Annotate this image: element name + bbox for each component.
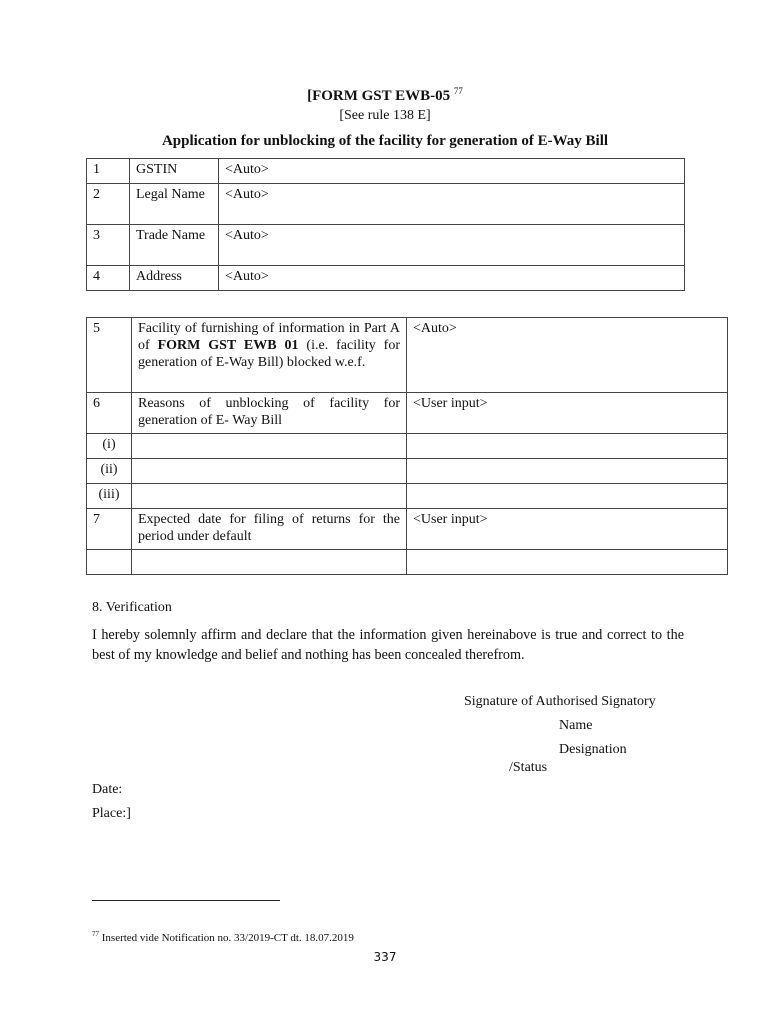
row-label: GSTIN xyxy=(130,159,219,184)
row-number: 6 xyxy=(87,393,132,434)
designation-label: Designation xyxy=(559,742,627,757)
table-row xyxy=(87,184,685,225)
row-number: 3 xyxy=(87,225,130,266)
reasons-field[interactable]: <User input> xyxy=(407,393,728,434)
declaration-text: I hereby solemnly affirm and declare that the information given hereinabove is true and correct to the best of my knowledge and belief and nothing has been concealed therefrom. xyxy=(92,627,684,663)
status-label: /Status xyxy=(509,760,548,775)
row-description: Facility of furnishing of information in Part A of FORM GST EWB 01 (i.e. facility for generation of E-Way Bill) blocked w.e.f. xyxy=(132,318,407,393)
row-number: 7 xyxy=(87,509,132,550)
table-row xyxy=(87,159,685,184)
reason-value-cell[interactable] xyxy=(407,434,728,459)
table-row xyxy=(87,459,728,484)
signature-label: Signature of Authorised Signatory xyxy=(464,694,656,709)
sub-row-number: (iii) xyxy=(87,484,132,509)
verification-heading: 8. Verification xyxy=(92,600,172,615)
table-row xyxy=(87,484,728,509)
row-number: 1 xyxy=(87,159,130,184)
row-description: Reasons of unblocking of facility for generation of E- Way Bill xyxy=(132,393,407,434)
date-label: Date: xyxy=(92,782,123,797)
taxpayer-details-table xyxy=(86,158,685,291)
row-label: Legal Name xyxy=(130,184,219,225)
reason-text-cell[interactable] xyxy=(132,434,407,459)
table-row xyxy=(87,393,728,434)
expected-date-field[interactable]: <User input> xyxy=(407,509,728,550)
gstin-field[interactable]: <Auto> xyxy=(219,159,685,184)
blocked-date-field[interactable]: <Auto> xyxy=(407,318,728,393)
unblocking-details-table xyxy=(86,317,728,575)
blank-cell[interactable] xyxy=(407,550,728,575)
rule-reference: [See rule 138 E] xyxy=(339,108,431,123)
trade-name-field[interactable]: <Auto> xyxy=(219,225,685,266)
row-number: 2 xyxy=(87,184,130,225)
sub-row-number: (i) xyxy=(87,434,132,459)
table-row xyxy=(87,509,728,550)
table-row xyxy=(87,434,728,459)
footnote-ref: 77 xyxy=(453,86,463,96)
reason-text-cell[interactable] xyxy=(132,484,407,509)
reason-text-cell[interactable] xyxy=(132,459,407,484)
row-label: Address xyxy=(130,266,219,291)
footnote xyxy=(92,932,354,944)
table-row xyxy=(87,225,685,266)
row-description: Expected date for filing of returns for the period under default xyxy=(132,509,407,550)
row-number xyxy=(87,550,132,575)
table-row xyxy=(87,318,728,393)
row-number: 5 xyxy=(87,318,132,393)
table-row xyxy=(87,266,685,291)
table-row xyxy=(87,550,728,575)
page-number: 337 xyxy=(373,950,397,964)
legal-name-field[interactable]: <Auto> xyxy=(219,184,685,225)
address-field[interactable]: <Auto> xyxy=(219,266,685,291)
row-number: 4 xyxy=(87,266,130,291)
row-label: Trade Name xyxy=(130,225,219,266)
reason-value-cell[interactable] xyxy=(407,484,728,509)
reason-value-cell[interactable] xyxy=(407,459,728,484)
blank-cell[interactable] xyxy=(132,550,407,575)
footnote-number: 77 xyxy=(92,930,99,938)
name-label: Name xyxy=(559,718,593,733)
place-label: Place:] xyxy=(92,806,131,821)
footnote-divider xyxy=(92,900,280,901)
sub-row-number: (ii) xyxy=(87,459,132,484)
footnote-text: Inserted vide Notification no. 33/2019-CT dt. 18.07.2019 xyxy=(101,932,354,944)
form-reference: FORM GST EWB 01 xyxy=(157,338,299,353)
form-title xyxy=(0,88,770,105)
form-title-text: [FORM GST EWB-05 xyxy=(307,88,451,104)
form-subtitle: Application for unblocking of the facility for generation of E-Way Bill xyxy=(161,133,609,149)
